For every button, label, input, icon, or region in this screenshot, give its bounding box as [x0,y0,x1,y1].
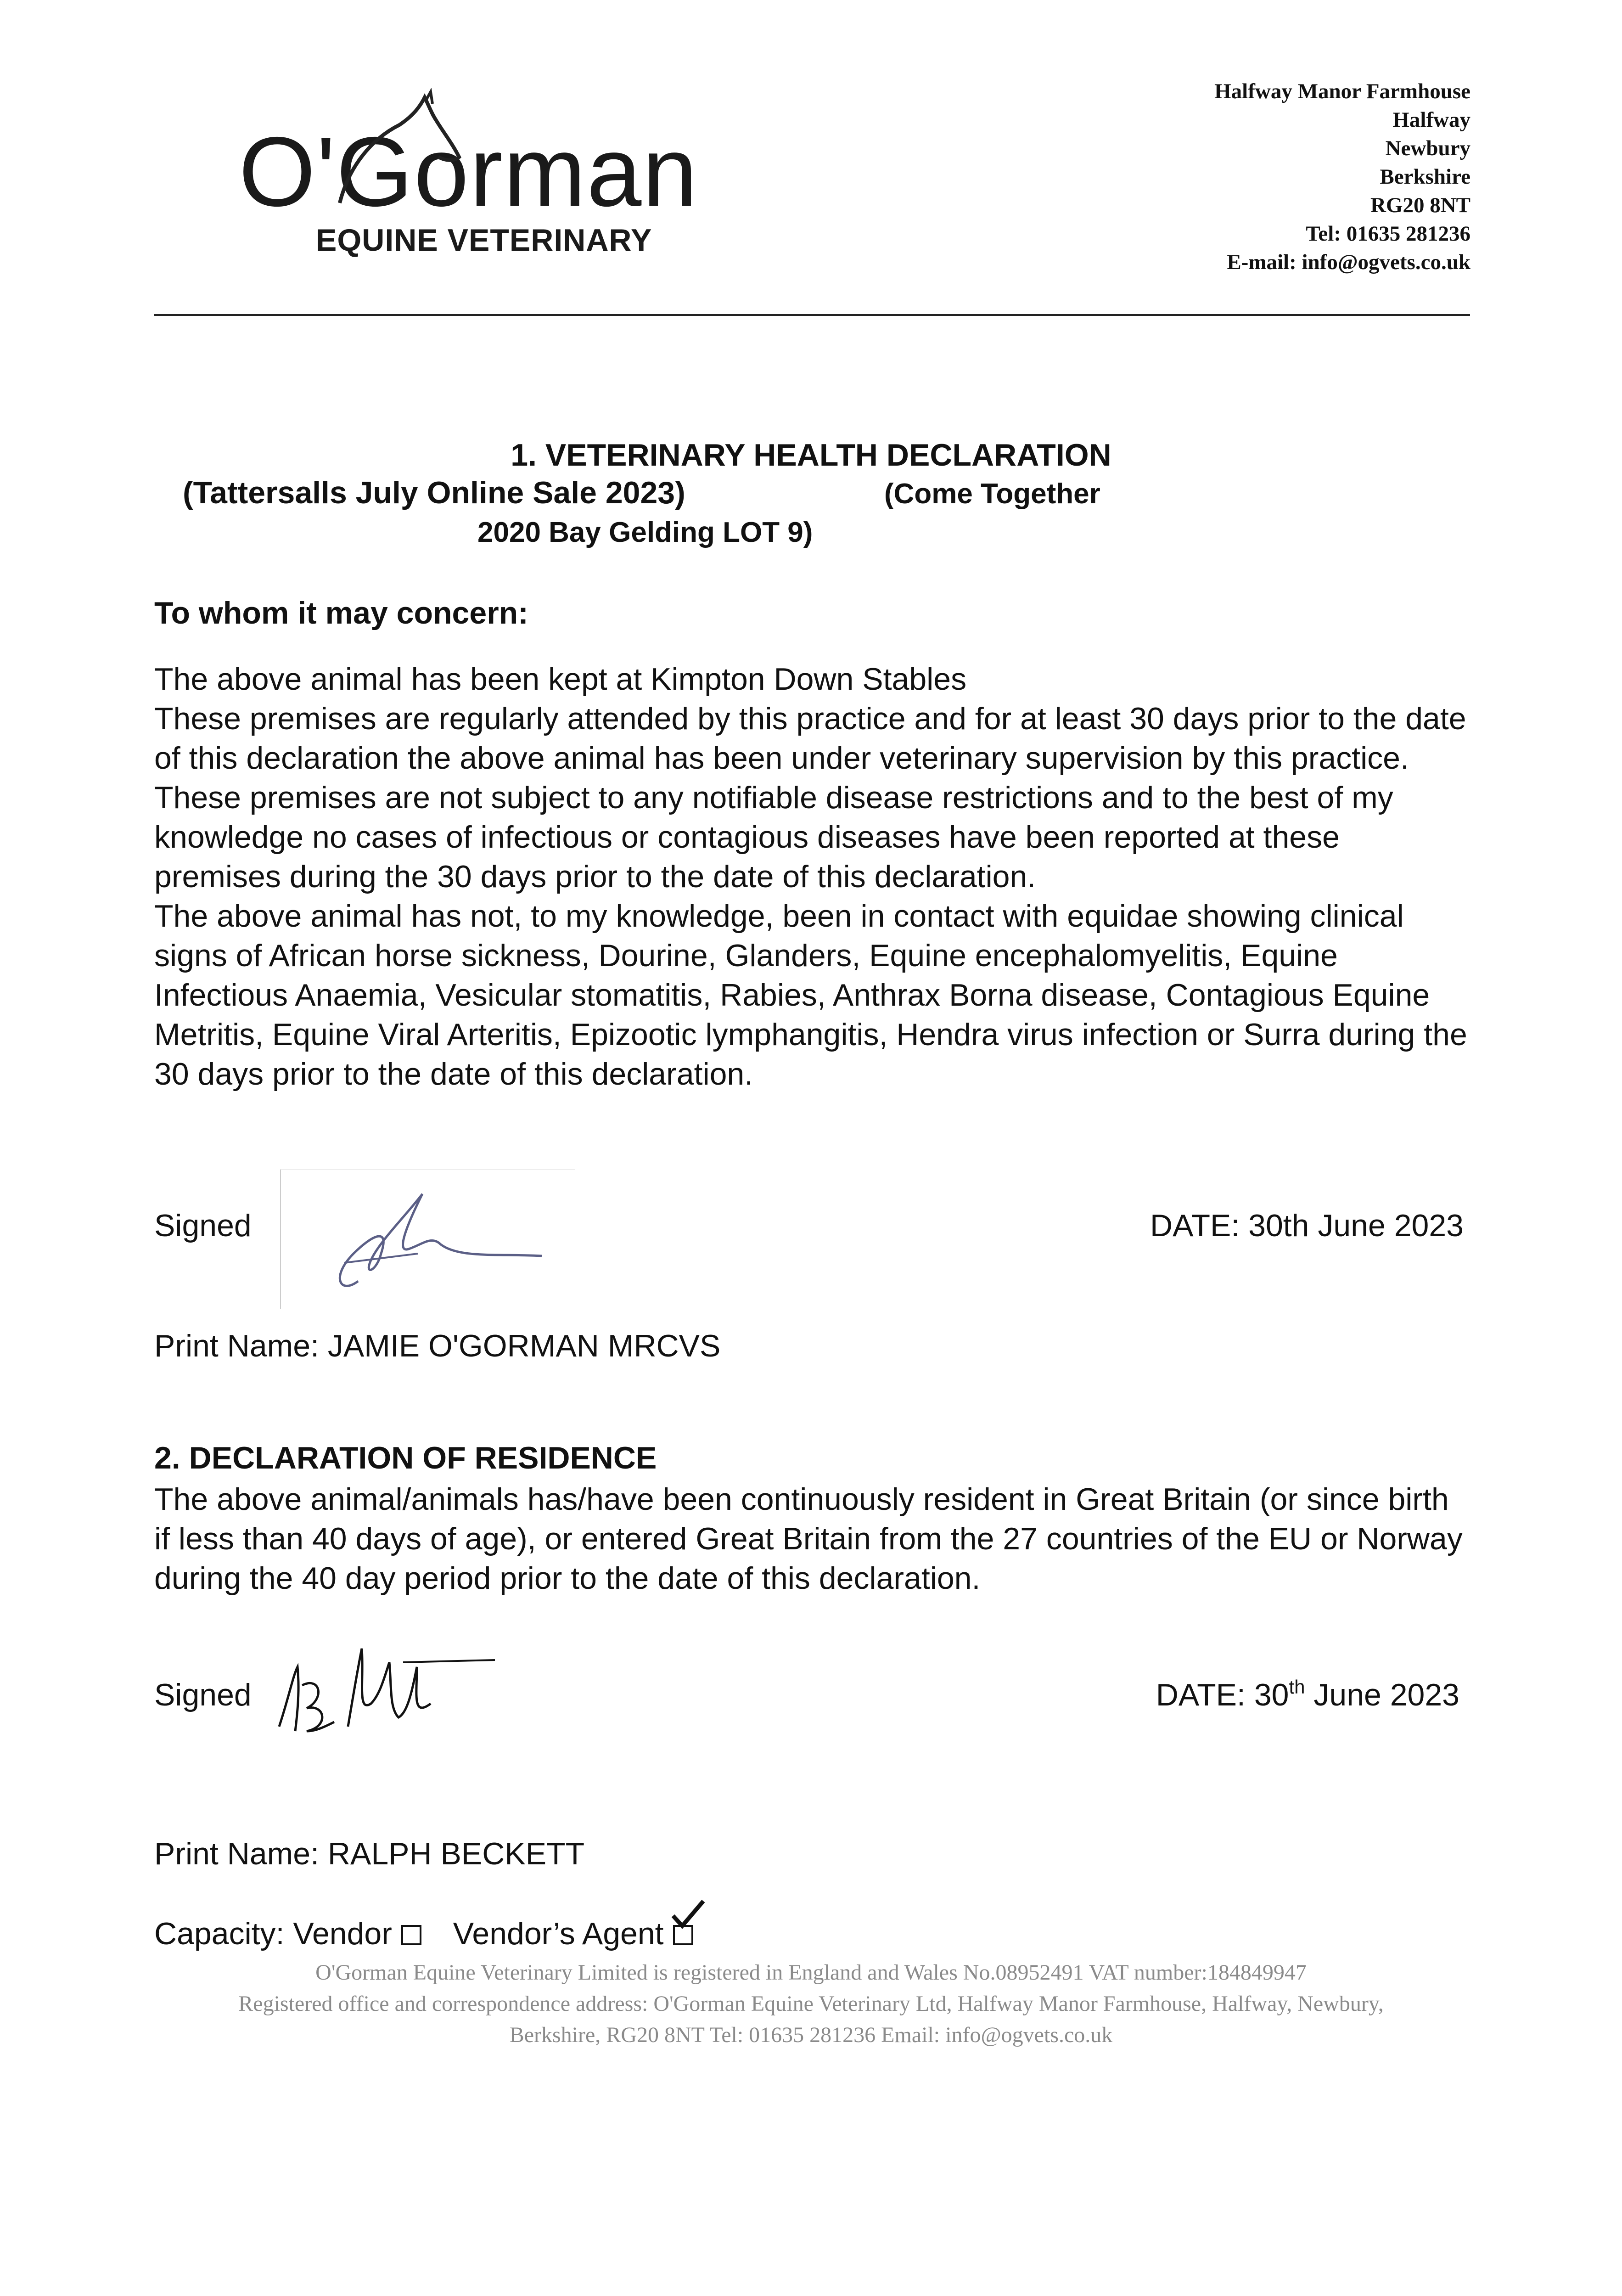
print-name-vendor: Print Name: RALPH BECKETT [154,1836,585,1871]
date-ordinal: th [1289,1676,1305,1698]
date-prefix: DATE: 30 [1156,1677,1289,1712]
address-line: Newbury [1385,136,1470,160]
residence-body: The above animal/animals has/have been continuously resident in Great Britain (or since birth if less than 40 days of age), or entered Great Britain from the 27 countries of the EU or Norway during the 40 day period prior to the date of this declaration. [154,1482,1463,1596]
address-line: Berkshire [1380,165,1470,189]
horse-subtitle: (Come Together [884,478,1100,510]
print-name-vet: Print Name: JAMIE O'GORMAN MRCVS [154,1328,721,1363]
footer [0,1957,1622,2051]
date-suffix: June 2023 [1305,1677,1459,1712]
vendor-checkbox[interactable] [401,1925,421,1945]
address-line: RG20 8NT [1370,193,1470,217]
sale-subtitle: (Tattersalls July Online Sale 2023) [183,475,685,510]
declaration-paragraph: These premises are not subject to any notifiable disease restrictions and to the best of my knowledge no cases of infectious or contagious diseases have been reported at these premises during the 30 days prior to the date of this declaration. [154,780,1393,894]
check-mark-icon [668,1897,705,1934]
signed-label: Signed [154,1677,252,1712]
footer-line: Registered office and correspondence address: O'Gorman Equine Veterinary Ltd, Halfway Manor Farmhouse, Halfway, Newbury, [238,1992,1384,2016]
declaration-body [154,659,1472,1094]
declaration-paragraph: The above animal has not, to my knowledge, been in contact with equidae showing clinical signs of African horse sickness, Dourine, Glanders, Equine encephalomyelitis, Equine Infectious Anaemia, Vesicular stomatitis, Rabies, Anthrax Borna disease, Contagious Equine Metritis, Equine Viral Arteritis, Epizootic lymphangitis, Hendra virus infection or Surra during the 30 days prior to the date of this declaration. [154,899,1467,1092]
greeting: To whom it may concern: [154,596,528,630]
vet-signature [303,1185,569,1300]
horse-head-icon [321,88,468,217]
signed-label: Signed [154,1208,252,1243]
capacity-row [154,1916,693,1952]
footer-line: O'Gorman Equine Veterinary Limited is registered in England and Wales No.08952491 VAT number:184849947 [315,1960,1307,1985]
section1-title: 1. VETERINARY HEALTH DECLARATION [511,438,1111,473]
vendor-signature [265,1635,504,1745]
address-phone: Tel: 01635 281236 [1306,222,1470,246]
footer-line: Berkshire, RG20 8NT Tel: 01635 281236 Email: info@ogvets.co.uk [509,2023,1113,2047]
date-vet: DATE: 30th June 2023 [1150,1208,1464,1243]
capacity-label: Capacity: Vendor [154,1916,392,1951]
logo-wordmark: O'Gorman [239,116,698,227]
declaration-paragraph: These premises are regularly attended by this practice and for at least 30 days prior to the date of this declaration the above animal has been under veterinary supervision by this practice. [154,701,1466,776]
address-email: E-mail: info@ogvets.co.uk [1227,250,1470,274]
agent-label: Vendor’s Agent [453,1916,664,1951]
logo-subtitle: EQUINE VETERINARY [316,223,652,258]
section2-title: 2. DECLARATION OF RESIDENCE [154,1441,657,1475]
header-divider [154,314,1470,316]
address-line: Halfway [1392,108,1470,132]
date-vendor [1156,1677,1459,1713]
address-line: Halfway Manor Farmhouse [1214,79,1470,103]
horse-subtitle-cont: 2020 Bay Gelding LOT 9) [477,517,813,548]
practice-address [1214,77,1470,276]
declaration-paragraph: The above animal has been kept at Kimpton Down Stables [154,662,967,697]
